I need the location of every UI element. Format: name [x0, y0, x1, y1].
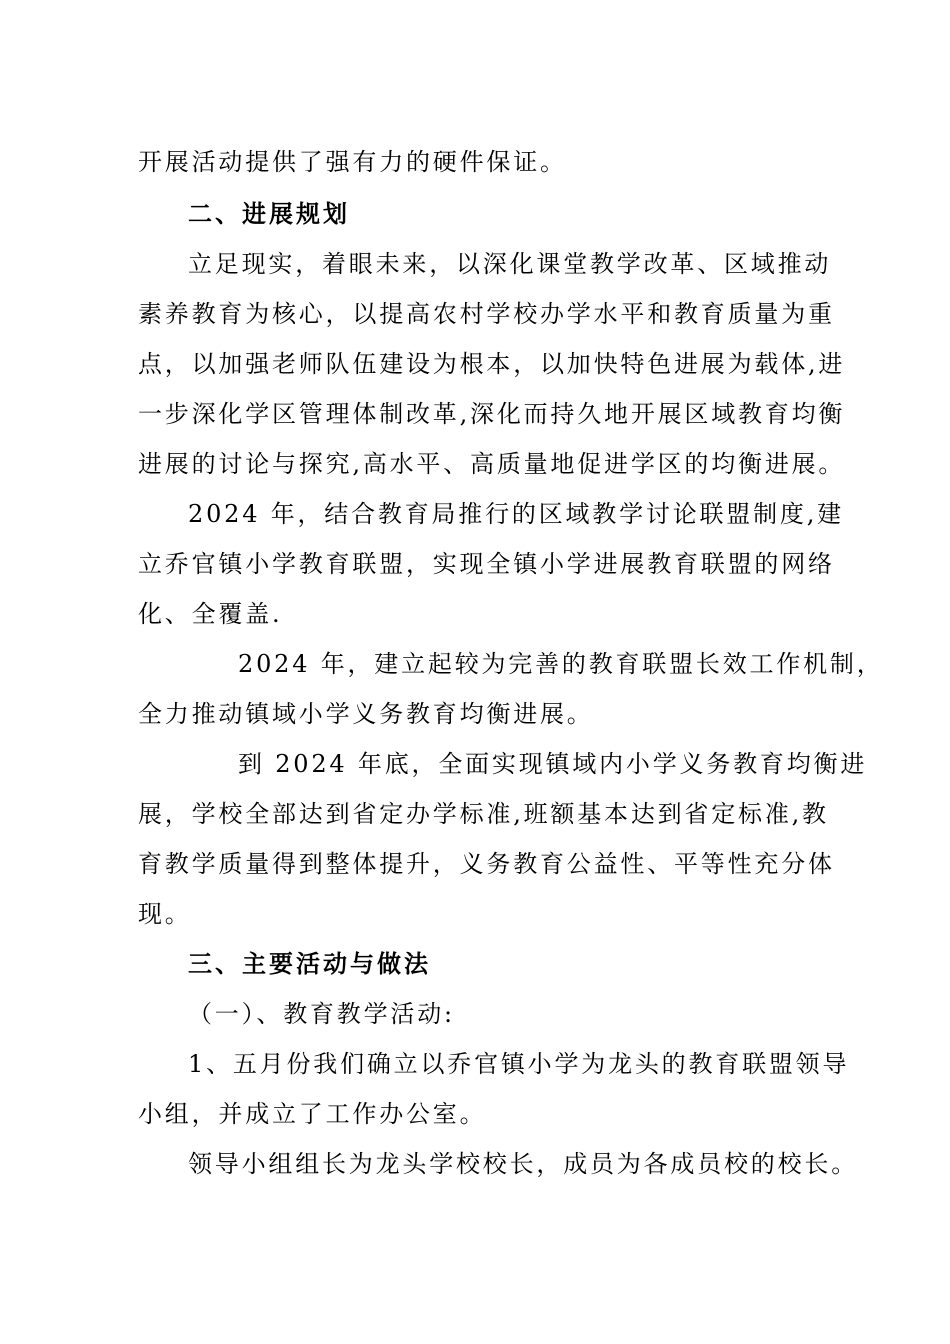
paragraph-line: 一步深化学区管理体制改革,深化而持久地开展区域教育均衡 [138, 400, 846, 428]
paragraph-line: 点，以加强老师队伍建设为根本，以加快特色进展为载体,进 [138, 350, 846, 378]
paragraph-line: 开展活动提供了强有力的硬件保证。 [138, 148, 567, 176]
paragraph-line: 进展的讨论与探究,高水平、高质量地促进学区的均衡进展。 [138, 450, 846, 478]
paragraph-line: 立足现实，着眼未来，以深化课堂教学改革、区域推动 [188, 250, 832, 278]
paragraph-line: 小组，并成立了工作办公室。 [138, 1100, 487, 1128]
paragraph-line: 2024 年，建立起较为完善的教育联盟长效工作机制， [238, 650, 884, 678]
paragraph-line: 2024 年，结合教育局推行的区域教学讨论联盟制度,建 [188, 500, 844, 528]
paragraph-line: 全力推动镇域小学义务教育均衡进展。 [138, 700, 594, 728]
section-heading-3: 三、主要活动与做法 [188, 949, 431, 978]
paragraph-line: 领导小组组长为龙头学校校长，成员为各成员校的校长。 [188, 1150, 858, 1178]
paragraph-line: 到 2024 年底，全面实现镇域内小学义务教育均衡进 [238, 750, 868, 778]
paragraph-line: 现。 [138, 900, 192, 928]
paragraph-line: 展，学校全部达到省定办学标准,班额基本达到省定标准,教 [138, 800, 829, 828]
section-heading-2: 二、进展规划 [188, 199, 350, 228]
subsection-heading: （一）、教育教学活动: [188, 1000, 455, 1028]
paragraph-line: 1、五月份我们确立以乔官镇小学为龙头的教育联盟领导 [188, 1050, 850, 1078]
paragraph-line: 素养教育为核心，以提高农村学校办学水平和教育质量为重 [138, 300, 835, 328]
paragraph-line: 育教学质量得到整体提升，义务教育公益性、平等性充分体 [138, 850, 835, 878]
paragraph-line: 立乔官镇小学教育联盟，实现全镇小学进展教育联盟的网络 [138, 550, 835, 578]
paragraph-line: 化、全覆盖. [138, 600, 283, 628]
